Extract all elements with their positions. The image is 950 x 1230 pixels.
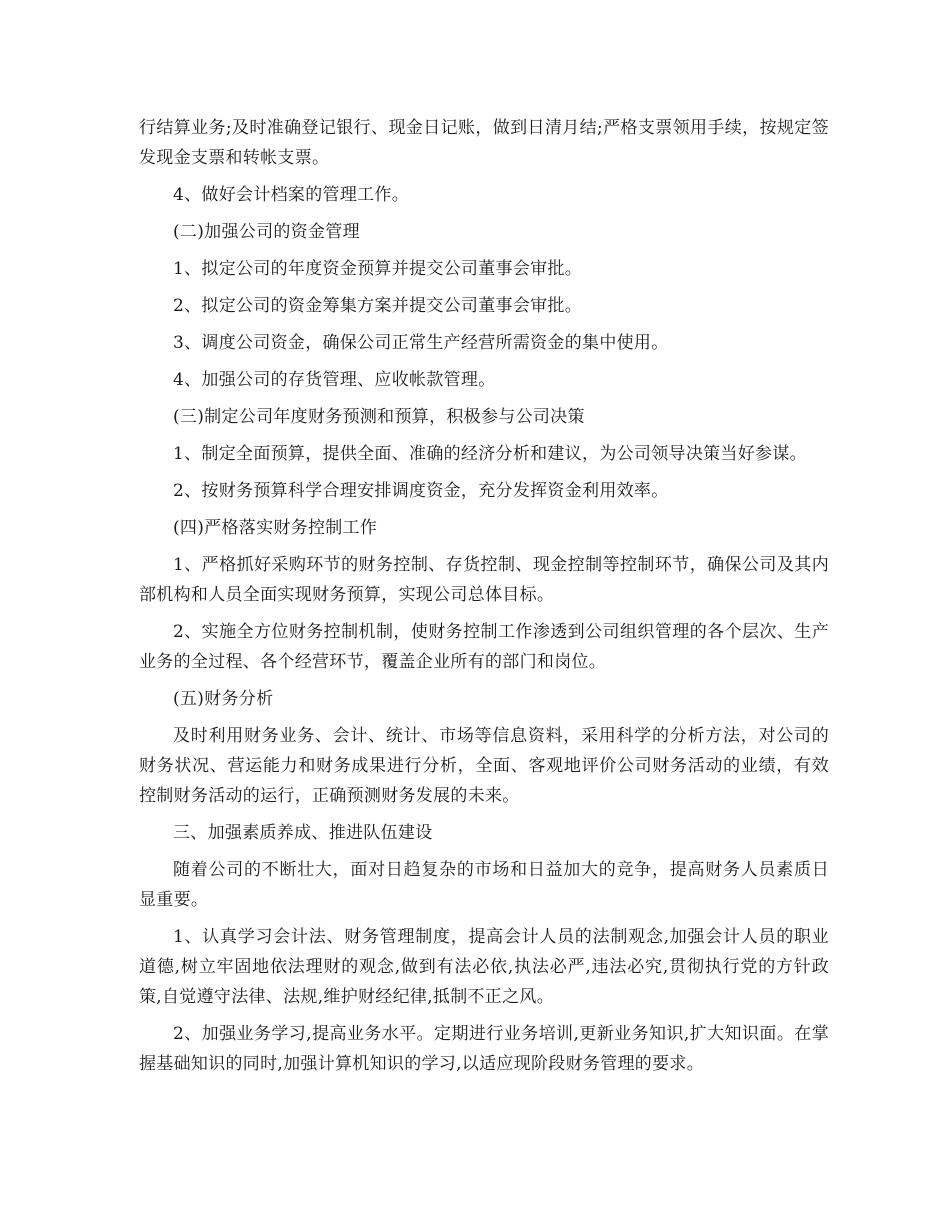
section-heading: (二)加强公司的资金管理: [173, 222, 360, 242]
section-heading: (五)财务分析: [173, 689, 274, 709]
section-heading: 三、加强素质养成、推进队伍建设: [173, 823, 433, 843]
section-heading: (三)制定公司年度财务预测和预算，积极参与公司决策: [173, 407, 585, 427]
paragraph: 随着公司的不断壮大，面对日趋复杂的市场和日益加大的竞争，提高财务人员素质日显重要。: [139, 860, 829, 910]
paragraph: 1、严格抓好采购环节的财务控制、存货控制、现金控制等控制环节，确保公司及其内部机构和人员全面实现财务预算，实现公司总体目标。: [139, 555, 829, 605]
paragraph: 1、制定全面预算，提供全面、准确的经济分析和建议，为公司领导决策当好参谋。: [173, 444, 807, 464]
paragraph: 行结算业务;及时准确登记银行、现金日记账，做到日清月结;严格支票领用手续，按规定签发现金支票和转帐支票。: [139, 118, 829, 168]
paragraph: 2、拟定公司的资金筹集方案并提交公司董事会审批。: [173, 296, 583, 316]
paragraph: 2、实施全方位财务控制机制，使财务控制工作渗透到公司组织管理的各个层次、生产业务的全过程、各个经营环节，覆盖企业所有的部门和岗位。: [139, 622, 829, 672]
paragraph: 及时利用财务业务、会计、统计、市场等信息资料，采用科学的分析方法，对公司的财务状况、营运能力和财务成果进行分析，全面、客观地评价公司财务活动的业绩，有效控制财务活动的运行，正确预测财务发展的未来。: [139, 726, 829, 806]
document-body: [139, 113, 829, 1086]
paragraph: 3、调度公司资金，确保公司正常生产经营所需资金的集中使用。: [173, 333, 669, 353]
paragraph: 4、做好会计档案的管理工作。: [173, 185, 410, 205]
paragraph: 1、拟定公司的年度资金预算并提交公司董事会审批。: [173, 259, 583, 279]
paragraph: 1、认真学习会计法、财务管理制度，提高会计人员的法制观念,加强会计人员的职业道德,树立牢固地依法理财的观念,做到有法必依,执法必严,违法必究,贯彻执行党的方针政策,自觉遵守法律、法规,维护财经纪律,抵制不正之风。: [139, 927, 829, 1007]
section-heading: (四)严格落实财务控制工作: [173, 518, 378, 538]
paragraph: 4、加强公司的存货管理、应收帐款管理。: [173, 370, 496, 390]
paragraph: 2、加强业务学习,提高业务水平。定期进行业务培训,更新业务知识,扩大知识面。在掌握基础知识的同时,加强计算机知识的学习,以适应现阶段财务管理的要求。: [139, 1024, 829, 1074]
paragraph: 2、按财务预算科学合理安排调度资金，充分发挥资金利用效率。: [173, 481, 669, 501]
